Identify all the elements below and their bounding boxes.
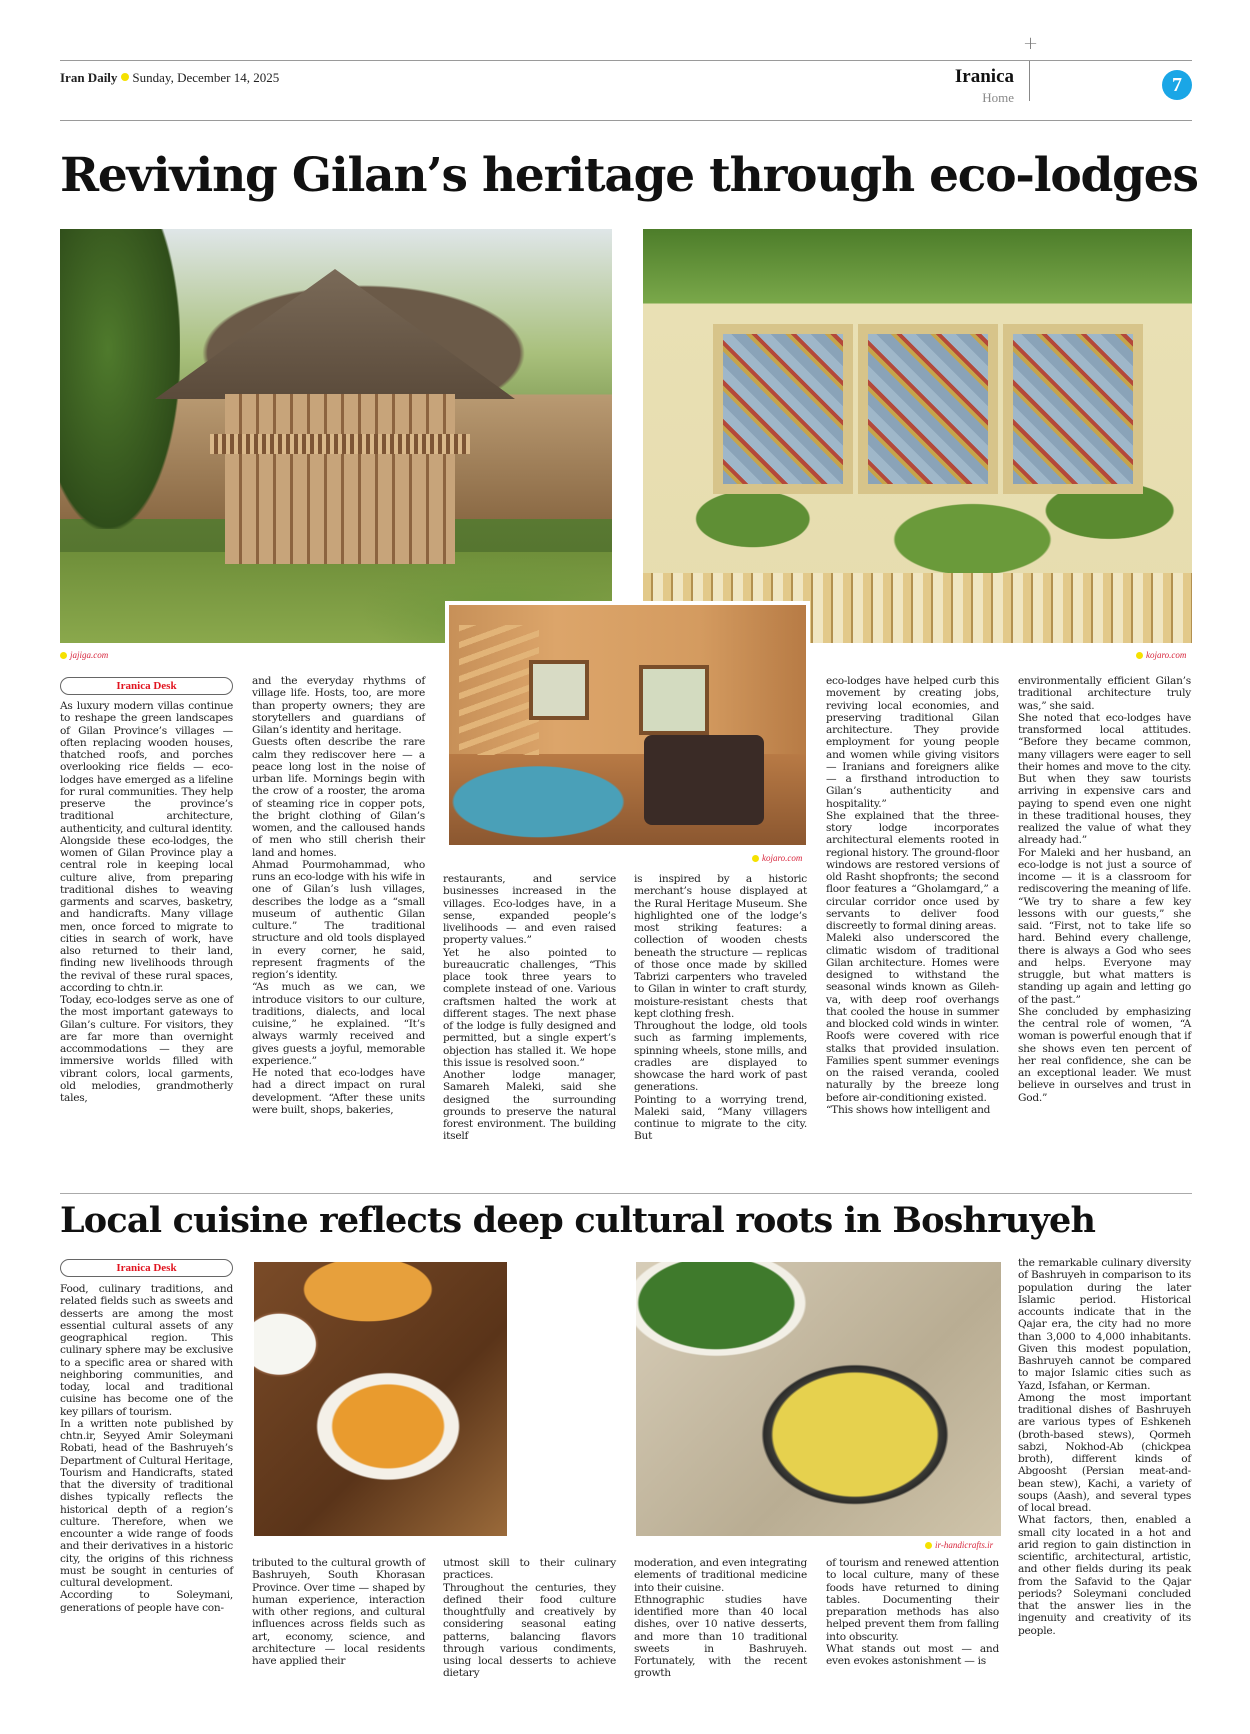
article1-column-6: environmentally efficient Gilan’s traditional architecture truly was,” she said. She noted that eco-lodges have transformed local attitudes. “Before they became common, many villagers were eager to sell their homes and move to the city. But when they saw tourists arriving in expensive cars and paying to spend even one night in these traditional houses, they realized the value of what they already had.” For Maleki and her husband, an eco-lodge is not just a source of income — it is a classroom for rediscovering the meaning of life. “We try to share a few key lessons with our guests,” she said. “First, not to take life so hard. Behind every challenge, there is always a God who sees and helps. Everyone may struggle, but what matters is standing up again and letting go of the past.” She concluded by emphasizing the central role of women, “A woman is powerful enough that if she shows even ten percent of her real confidence, she can be an exceptional leader. We must believe in ourselves and trust in God.” xyxy=(1018,675,1191,1104)
header-divider xyxy=(1029,61,1030,101)
photo-thatched-lodge xyxy=(60,229,612,643)
article2-column-2: tributed to the cultural growth of Bashruyeh, South Khorasan Province. Over time — shaped by human experience, interaction with other regions, and cultural influences across fields such as art, economy, science, and architecture — local residents have applied their xyxy=(252,1557,425,1667)
photo-stained-glass-windows xyxy=(643,229,1192,643)
brand-name: Iran Daily xyxy=(60,70,118,85)
article2-headline: Local cuisine reflects deep cultural roots in Boshruyeh xyxy=(60,1200,1096,1241)
sofa-shape xyxy=(644,735,764,825)
section-subtitle: Home xyxy=(982,90,1014,105)
article-separator xyxy=(60,1193,1192,1194)
dot-icon xyxy=(121,73,129,81)
article2-column-3: utmost skill to their culinary practices. Throughout the centuries, they defined their food culture thoughtfully and creatively by considering seasonal eating patterns, balancing flavors through various condiments, using local desserts to achieve dietary xyxy=(443,1557,616,1680)
article2-column-4: moderation, and even integrating elements of traditional medicine into their cuisine. Ethnographic studies have identified more than 40 local dishes, over 10 native desserts, and more than 10 traditional sweets in Bashruyeh. Fortunately, with the recent growth xyxy=(634,1557,807,1680)
window-shape xyxy=(858,324,998,494)
window-shape xyxy=(1003,324,1143,494)
balcony-shape xyxy=(210,434,470,454)
article2-column-6: the remarkable culinary diversity of Bashruyeh in comparison to its population during the later Islamic period. Historical accounts indicate that in the Qajar era, the city had no more than 3,000 to 4,000 inhabitants. Given this modest population, Bashruyeh cannot be compared to major Islamic cities such as Yazd, Isfahan, or Kerman. Among the most important traditional dishes of Bashruyeh are various types of Eshkeneh (broth-based stews), Qormeh sabzi, Nokhod-Ab (chickpea broth), different kinds of Abgoosht (Persian meat-and-bean stew), Kachi, a variety of soups (Aash), and several types of local bread. What factors, then, enabled a small city located in a hot and arid region to gain distinction in scientific, architectural, artistic, and other fields during its peak from the Safavid to the Qajar periods? Soleymani concluded that the answer lies in the ingenuity and creativity of its people. xyxy=(1018,1257,1191,1637)
article1-column-5: eco-lodges have helped curb this movement by creating jobs, reviving local economies, and preserving traditional Gilan architecture. They provide employment for young people and women while giving visitors — Iranians and foreigners alike — a firsthand introduction to Gilan’s authenticity and hospitality.” She explained that the three-story lodge incorporates architectural elements rooted in regional history. The ground-floor windows are restored versions of old Rasht shopfronts; the second floor features a “Gholamgard,” a circular corridor once used by servants to deliver food discreetly to formal dining areas. Maleki also underscored the climatic wisdom of traditional Gilan architecture. Homes were designed to withstand the seasonal winds known as Gileh-va, with deep roof overhangs that cooled the house in summer and blocked cold winds in winter. Roofs were covered with rice stalks that provided insulation. Families spent summer evenings on the raised veranda, cooled naturally by the breeze long before air-conditioning existed. “This shows how intelligent and xyxy=(826,675,999,1116)
section-name: Iranica xyxy=(954,66,1014,87)
roof-shape xyxy=(155,269,515,399)
photo-credit: ir-handicrafts.ir xyxy=(925,1540,993,1550)
window-shape xyxy=(529,660,589,720)
issue-date: Sunday, December 14, 2025 xyxy=(132,70,280,85)
article1-headline: Reviving Gilan’s heritage through eco-lodges xyxy=(60,148,1198,203)
staircase-shape xyxy=(459,625,539,755)
article2-column-1: Food, culinary traditions, and related fields such as sweets and desserts are among the most essential cultural assets of any geographical region. This culinary sphere may be exclusive to a specific area or shared with neighboring communities, and today, local and traditional cuisine has become one of the key pillars of tourism. In a written note published by chtn.ir, Seyyed Amir Soleymani Robati, head of the Bashruyeh’s Department of Cultural Heritage, Tourism and Handicrafts, stated that the diversity of traditional dishes typically reflects the historical depth of a region’s culture. Therefore, when we encounter a wide range of foods and their derivatives in a historic city, the origins of this richness must be sought in centuries of cultural development. According to Soleymani, generations of people have con- xyxy=(60,1283,233,1614)
photo-bulgur-pilaf xyxy=(254,1262,507,1536)
dot-icon xyxy=(60,652,67,659)
house-shape xyxy=(225,394,455,564)
byline-badge: Iranica Desk xyxy=(60,1259,233,1277)
header-top-rule xyxy=(60,60,1192,61)
article1-column-3: restaurants, and service businesses increased in the villages. Eco-lodges have, in a sense, expanded people’s livelihoods — and even raised property values.” Yet he also pointed to bureaucratic challenges, “This place took three years to complete instead of one. Various craftsmen halted the work at different stages. The next phase of the lodge is fully designed and permitted, but a single expert’s objection has stalled it. We hope this issue is resolved soon.” Another lodge manager, Samareh Maleki, said she designed the surrounding grounds to preserve the natural forest environment. The building itself xyxy=(443,873,616,1143)
page-number-badge: 7 xyxy=(1162,70,1192,100)
article2-column-5: of tourism and renewed attention to local culture, many of these foods have returned to dining tables. Documenting their preparation methods has also helped prevent them from falling into obscurity. What stands out most — and even evokes astonishment — is xyxy=(826,1557,999,1667)
byline-badge: Iranica Desk xyxy=(60,677,233,695)
article1-column-2: and the everyday rhythms of village life. Hosts, too, are more than property owners; they are storytellers and guardians of Gilan’s identity and heritage. Guests often describe the rare calm they rediscover here — a peace long lost in the noise of urban life. Mornings begin with the crow of a rooster, the aroma of steaming rice in copper pots, the bright clothing of Gilan’s women, and the calloused hands of men who still cherish their land and homes. Ahmad Pourmohammad, who runs an eco-lodge with his wife in one of Gilan’s lush villages, describes the lodge as a “small museum of authentic Gilan culture.” The traditional structure and old tools displayed in every corner, he said, represent fragments of the region’s identity. “As much as we can, we introduce visitors to our culture, traditions, dialects, and local cuisine,” he explained. “It’s always warmly received and gives guests a joyful, memorable experience.” He noted that eco-lodges have had a direct impact on rural development. “After these units were built, shops, bakeries, xyxy=(252,675,425,1116)
photo-credit: kojaro.com xyxy=(1136,650,1186,660)
dot-icon xyxy=(752,855,759,862)
masthead xyxy=(60,70,279,86)
dot-icon xyxy=(1136,652,1143,659)
tree-shape xyxy=(60,229,180,529)
window-shape xyxy=(639,665,709,735)
photo-credit: jajiga.com xyxy=(60,650,108,660)
dot-icon xyxy=(925,1542,932,1549)
article1-column-1: As luxury modern villas continue to reshape the green landscapes of Gilan Province’s villages — often replacing wooden houses, thatched roofs, and porches overlooking rice fields — eco-lodges have emerged as a lifeline for rural communities. They help preserve the province’s traditional architecture, authenticity, and cultural identity. Alongside these eco-lodges, the women of Gilan Province play a central role in keeping local culture alive, from preparing traditional dishes to weaving garments and scarves, basketry, and handicrafts. Many village men, once forced to migrate to cities in search of work, have also returned to their land, finding new livelihoods through the revival of these rural spaces, according to chtn.ir. Today, eco-lodges serve as one of the most important gateways to Gilan’s culture. For visitors, they are far more than overnight accommodations — they are immersive worlds filled with vibrant colors, local garments, old melodies, grandmotherly tales, xyxy=(60,700,233,1104)
article1-column-4: is inspired by a historic merchant’s house displayed at the Rural Heritage Museum. She highlighted one of the lodge’s most striking features: a collection of wooden chests beneath the structure — replicas of those once made by skilled Tabrizi carpenters who traveled to Gilan in winter to craft sturdy, moisture-resistant chests that kept clothing fresh. Throughout the lodge, old tools such as farming implements, spinning wheels, stone mills, and cradles are displayed to showcase the hard work of past generations. Pointing to a worrying trend, Maleki said, “Many villagers continue to migrate to the city. But xyxy=(634,873,807,1143)
photo-lodge-interior xyxy=(445,601,810,849)
window-shape xyxy=(713,324,853,494)
photo-kuku-pan xyxy=(636,1262,1001,1536)
plus-icon: + xyxy=(1023,33,1039,54)
photo-credit: kojaro.com xyxy=(752,853,802,863)
header-bottom-rule xyxy=(60,120,1192,121)
